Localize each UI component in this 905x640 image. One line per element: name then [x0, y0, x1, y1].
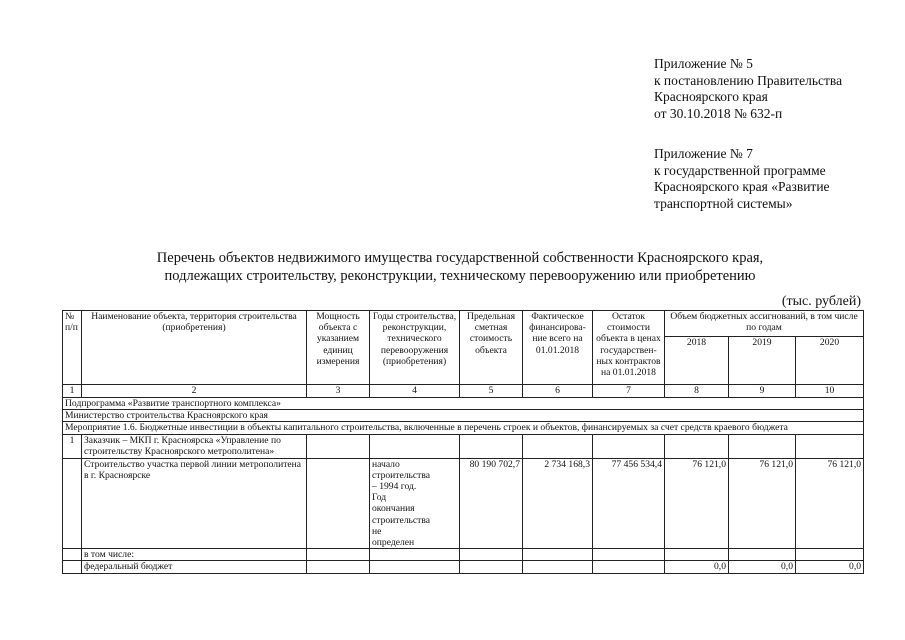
- object-budget-2018: 76 121,0: [665, 458, 729, 549]
- title-line-2: подлежащих строительству, реконструкции, техническому перевооружению или приобретению: [164, 268, 756, 284]
- empty-cell: [460, 434, 523, 458]
- header-actual: Фактическое финансирова-ние всего на 01.01.2018: [523, 311, 593, 385]
- header-name: Наименование объекта, территория строительства (приобретения): [82, 311, 307, 385]
- object-remaining: 77 456 534,4: [593, 458, 665, 549]
- empty-cell: [370, 561, 460, 573]
- header-budget-group: Объем бюджетных ассигнований, в том числе по годам: [665, 311, 864, 337]
- column-number: 4: [370, 385, 460, 398]
- header-estimate: Предельная сметная стоимость объекта: [460, 311, 523, 385]
- column-number: 1: [63, 385, 82, 398]
- federal-row: [63, 561, 864, 573]
- empty-cell: [460, 561, 523, 573]
- appendix-7-line: к государственной программе: [654, 162, 826, 178]
- object-budget-2020: 76 121,0: [796, 458, 864, 549]
- empty-cell: [523, 434, 593, 458]
- column-number: 7: [593, 385, 665, 398]
- units-label: (тыс. рублей): [781, 294, 861, 309]
- header-num: № п/п: [63, 311, 82, 385]
- object-row: [63, 458, 864, 549]
- empty-cell: [665, 549, 729, 561]
- empty-cell: [370, 549, 460, 561]
- measure-label: Мероприятие 1.6. Бюджетные инвестиции в объекты капитального строительства, включенные в перечень строек и объектов, финансируемых за счет средств краевого бюджета: [63, 422, 864, 434]
- column-number: 8: [665, 385, 729, 398]
- column-number: 2: [82, 385, 307, 398]
- column-number: 5: [460, 385, 523, 398]
- empty-cell: [593, 549, 665, 561]
- empty-cell: [460, 549, 523, 561]
- appendix-5-line: Красноярского края: [654, 89, 768, 104]
- appendix-7-line: Красноярского края «Развитие: [654, 179, 830, 194]
- column-number-row: [63, 385, 864, 398]
- empty-cell: [729, 434, 796, 458]
- empty-cell: [523, 561, 593, 573]
- column-number: 9: [729, 385, 796, 398]
- empty-cell: [63, 561, 82, 573]
- customer-row: [63, 434, 864, 458]
- header-remaining: Остаток стоимости объекта в ценах государствен-ных контрактов на 01.01.2018: [593, 311, 665, 385]
- federal-label: федеральный бюджет: [82, 561, 307, 573]
- appendix-5-line: к постановлению Правительства: [654, 72, 843, 88]
- customer-num: 1: [63, 434, 82, 458]
- empty-cell: [593, 561, 665, 573]
- empty-cell: [796, 549, 864, 561]
- object-actual: 2 734 168,3: [523, 458, 593, 549]
- column-number: 10: [796, 385, 864, 398]
- federal-budget-2018: 0,0: [665, 561, 729, 573]
- empty-cell: [63, 549, 82, 561]
- object-name: Строительство участка первой линии метрополитена в г. Красноярске: [82, 458, 307, 549]
- appendix-5-block: [654, 56, 894, 122]
- appendix-5-line: от 30.10.2018 № 632-п: [654, 105, 783, 121]
- object-estimate: 80 190 702,7: [460, 458, 523, 549]
- header-year-2018: 2018: [665, 337, 729, 385]
- header-row: [63, 311, 864, 337]
- empty-cell: [370, 434, 460, 458]
- appendix-7-line: Приложение № 7: [654, 146, 753, 161]
- header-capacity: Мощность объекта с указанием единиц измерения: [307, 311, 370, 385]
- empty-cell: [523, 549, 593, 561]
- header-year-2019: 2019: [729, 337, 796, 385]
- document-title: [60, 249, 860, 285]
- empty-cell: [307, 434, 370, 458]
- objects-table: [62, 310, 864, 574]
- subprogram-label: Подпрограмма «Развитие транспортного комплекса»: [63, 398, 864, 410]
- ministry-label: Министерство строительства Красноярского края: [63, 410, 864, 422]
- federal-budget-2020: 0,0: [796, 561, 864, 573]
- ministry-row: [63, 410, 864, 422]
- object-capacity: [307, 458, 370, 549]
- object-years: начало строительства – 1994 год. Год окончания строительства не определен: [370, 458, 460, 549]
- appendix-5-line: Приложение № 5: [654, 56, 753, 71]
- empty-cell: [665, 434, 729, 458]
- appendix-7-block: [654, 146, 894, 212]
- including-label: в том числе:: [82, 549, 307, 561]
- empty-cell: [593, 434, 665, 458]
- header-years: Годы строительства, реконструкции, технического перевооружения (приобретения): [370, 311, 460, 385]
- subprogram-row: [63, 398, 864, 410]
- including-row: [63, 549, 864, 561]
- column-number: 6: [523, 385, 593, 398]
- object-budget-2019: 76 121,0: [729, 458, 796, 549]
- customer-name: Заказчик – МКП г. Красноярска «Управление по строительству Красноярского метрополитена»: [82, 434, 307, 458]
- measure-row: [63, 422, 864, 434]
- empty-cell: [307, 549, 370, 561]
- empty-cell: [63, 458, 82, 549]
- empty-cell: [307, 561, 370, 573]
- empty-cell: [729, 549, 796, 561]
- federal-budget-2019: 0,0: [729, 561, 796, 573]
- header-year-2020: 2020: [796, 337, 864, 385]
- empty-cell: [796, 434, 864, 458]
- title-line-1: Перечень объектов недвижимого имущества государственной собственности Красноярского края,: [156, 250, 764, 266]
- appendix-7-line: транспортной системы»: [654, 195, 793, 211]
- column-number: 3: [307, 385, 370, 398]
